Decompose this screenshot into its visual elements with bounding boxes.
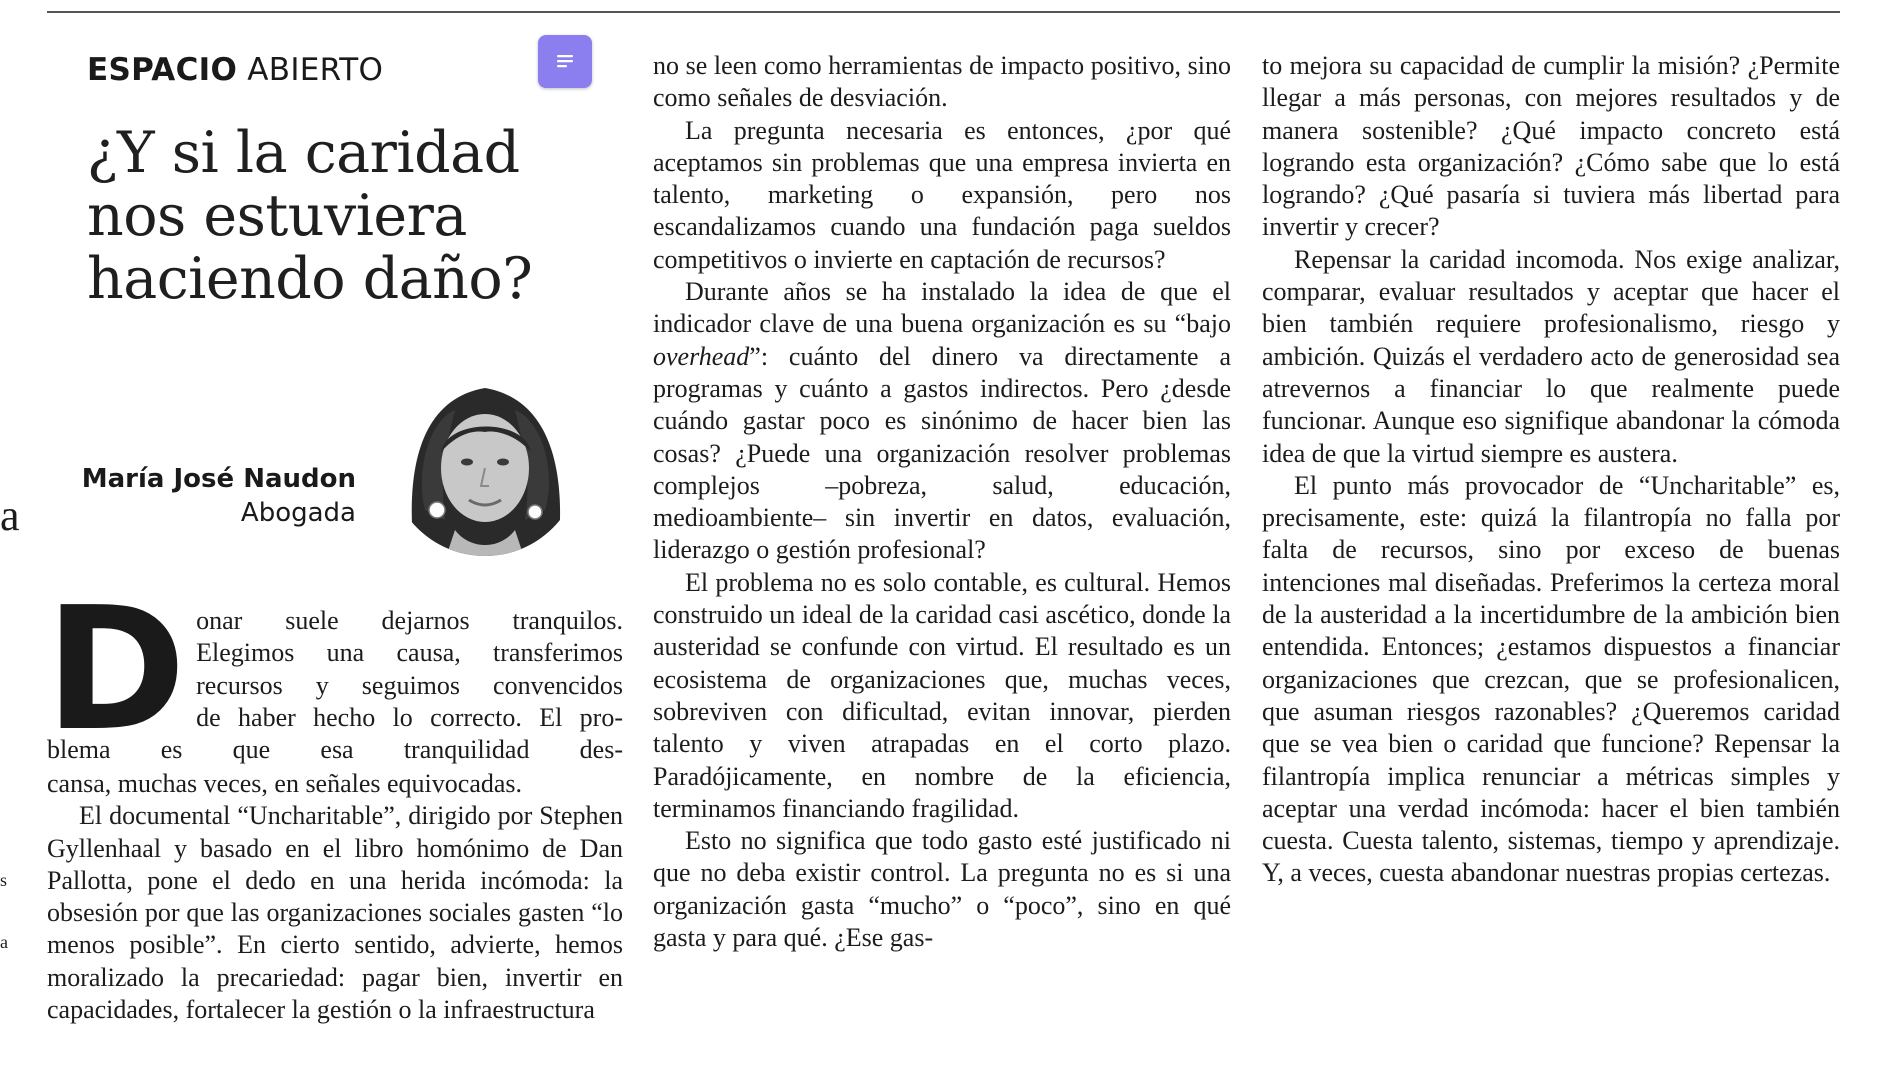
- author-photo: [385, 360, 585, 560]
- column-2-paragraph-1: no se leen como herramientas de impacto positivo, sino como señales de desviación.: [653, 51, 1231, 113]
- lead-block: [45, 571, 623, 769]
- headline-line-3: haciendo daño?: [87, 246, 533, 312]
- lead-line-1: onar suele dejarnos tranquilos.: [196, 606, 623, 635]
- edge-mark-a2: a: [0, 932, 8, 952]
- column-2-paragraph-3-a: Durante años se ha instalado la idea de que el indicador clave de una buena organización es su “bajo: [653, 277, 1231, 339]
- lead-tail: cansa, muchas veces, en señales equivocadas.: [47, 769, 523, 798]
- lead-line-2: Elegimos una causa, transferimos: [196, 638, 623, 668]
- column-2-paragraph-2: La pregunta necesaria es entonces, ¿por qué aceptamos sin problemas que una empresa invierta en talento, marketing o expansión, pero nos escandalizamos cuando una fundación paga sueldos competitivos o invierte en captación de recursos?: [653, 115, 1231, 274]
- lead-line-5: blema es que esa tranquilidad des-: [47, 735, 623, 765]
- document-lines-icon[interactable]: [538, 35, 592, 88]
- author-name: María José Naudon: [81, 464, 356, 494]
- document-lines-icon-glyph: [538, 35, 592, 88]
- headline: [87, 122, 587, 311]
- edge-mark-a: a: [0, 491, 20, 540]
- column-1-paragraph-2: El documental “Uncharitable”, dirigido por Stephen Gyllenhaal y basado en el libro homónimo de Dan Pallotta, pone el dedo en una herida incómoda: la obsesión por que las organizaciones sociales gasten “lo menos posible”. En cierto sentido, advierte, hemos moralizado la precariedad: pagar bien, invertir en capacidades, fortalecer la gestión o la infraestructura: [47, 801, 623, 1025]
- top-rule: [47, 11, 1840, 13]
- column-2: [653, 50, 1231, 954]
- column-1: [47, 768, 623, 1026]
- lead-line-3: recursos y seguimos convencidos: [196, 670, 623, 700]
- section-label-light: ABIERTO: [247, 52, 384, 88]
- headline-line-2: nos estuviera: [87, 183, 467, 249]
- column-3-paragraph-2: Repensar la caridad incomoda. Nos exige analizar, comparar, evaluar resultados y aceptar que hacer el bien también requiere profesionalismo, riesgo y ambición. Quizás el verdadero acto de generosidad sea atrevernos a financiar lo que realmente puede funcionar. Aunque eso signifique abandonar la cómoda idea de que la virtud siempre es austera.: [1262, 244, 1840, 468]
- section-label: [87, 52, 383, 88]
- dropcap-wrap: [45, 571, 623, 769]
- author-role: Abogada: [240, 498, 356, 528]
- column-2-paragraph-3: [653, 276, 1231, 567]
- column-3: [1262, 50, 1840, 890]
- headline-line-1: ¿Y si la caridad: [87, 120, 520, 186]
- dropcap: D: [45, 571, 187, 769]
- lead-line-4: de haber hecho lo correcto. El pro-: [196, 702, 623, 732]
- overhead-term: overhead: [653, 341, 750, 371]
- column-2-paragraph-5: Esto no significa que todo gasto esté justificado ni que no deba existir control. La pregunta no es si una organización gasta “mucho” o “poco”, sino en qué gasta y para qué. ¿Ese gas-: [653, 826, 1231, 953]
- column-2-paragraph-3-b: ”: cuánto del dinero va directamente a programas y cuánto a gastos indirectos. Pero ¿desde cuándo gastar poco es sinónimo de hacer bien las cosas? ¿Puede una organización resolver problemas complejos –pobreza, salud, educación, medioambiente– sin invertir en datos, evaluación, liderazgo o gestión profesional?: [653, 341, 1231, 565]
- section-label-bold: ESPACIO: [87, 52, 238, 88]
- column-3-paragraph-3: El punto más provocador de “Uncharitable” es, precisamente, este: quizá la filantropía no falla por falta de recursos, sino por exceso de buenas intenciones mal diseñadas. Preferimos la certeza moral de la austeridad a la incertidumbre de la ambición bien entendida. Entonces; ¿estamos dispuestos a financiar organizaciones que crezcan, que se profesionalicen, que asuman riesgos razonables? ¿Queremos caridad que se vea bien o caridad que funcione? Repensar la filantropía implica renunciar a métricas simples y aceptar una verdad incómoda: hacer el bien también cuesta. Cuesta talento, sistemas, tiempo y aprendizaje. Y, a veces, cuesta abandonar nuestras propias certezas.: [1262, 470, 1840, 888]
- edge-mark-s: s: [0, 870, 8, 890]
- column-2-paragraph-4: El problema no es solo contable, es cultural. Hemos construido un ideal de la caridad casi ascético, donde la austeridad se confunde con virtud. El resultado es un ecosistema de organizaciones que, muchas veces, sobreviven con dificultad, evitan innovar, pierden talento y viven atrapadas en el corto plazo. Paradójicamente, en nombre de la eficiencia, terminamos financiando fragilidad.: [653, 567, 1231, 823]
- author-block: [60, 462, 356, 530]
- column-3-paragraph-1: to mejora su capacidad de cumplir la misión? ¿Permite llegar a más personas, con mejores resultados y de manera sostenible? ¿Qué impacto concreto está logrando esta organización? ¿Cómo sabe que lo está logrando? ¿Qué pasaría si tuviera más libertad para invertir y crecer?: [1262, 51, 1840, 242]
